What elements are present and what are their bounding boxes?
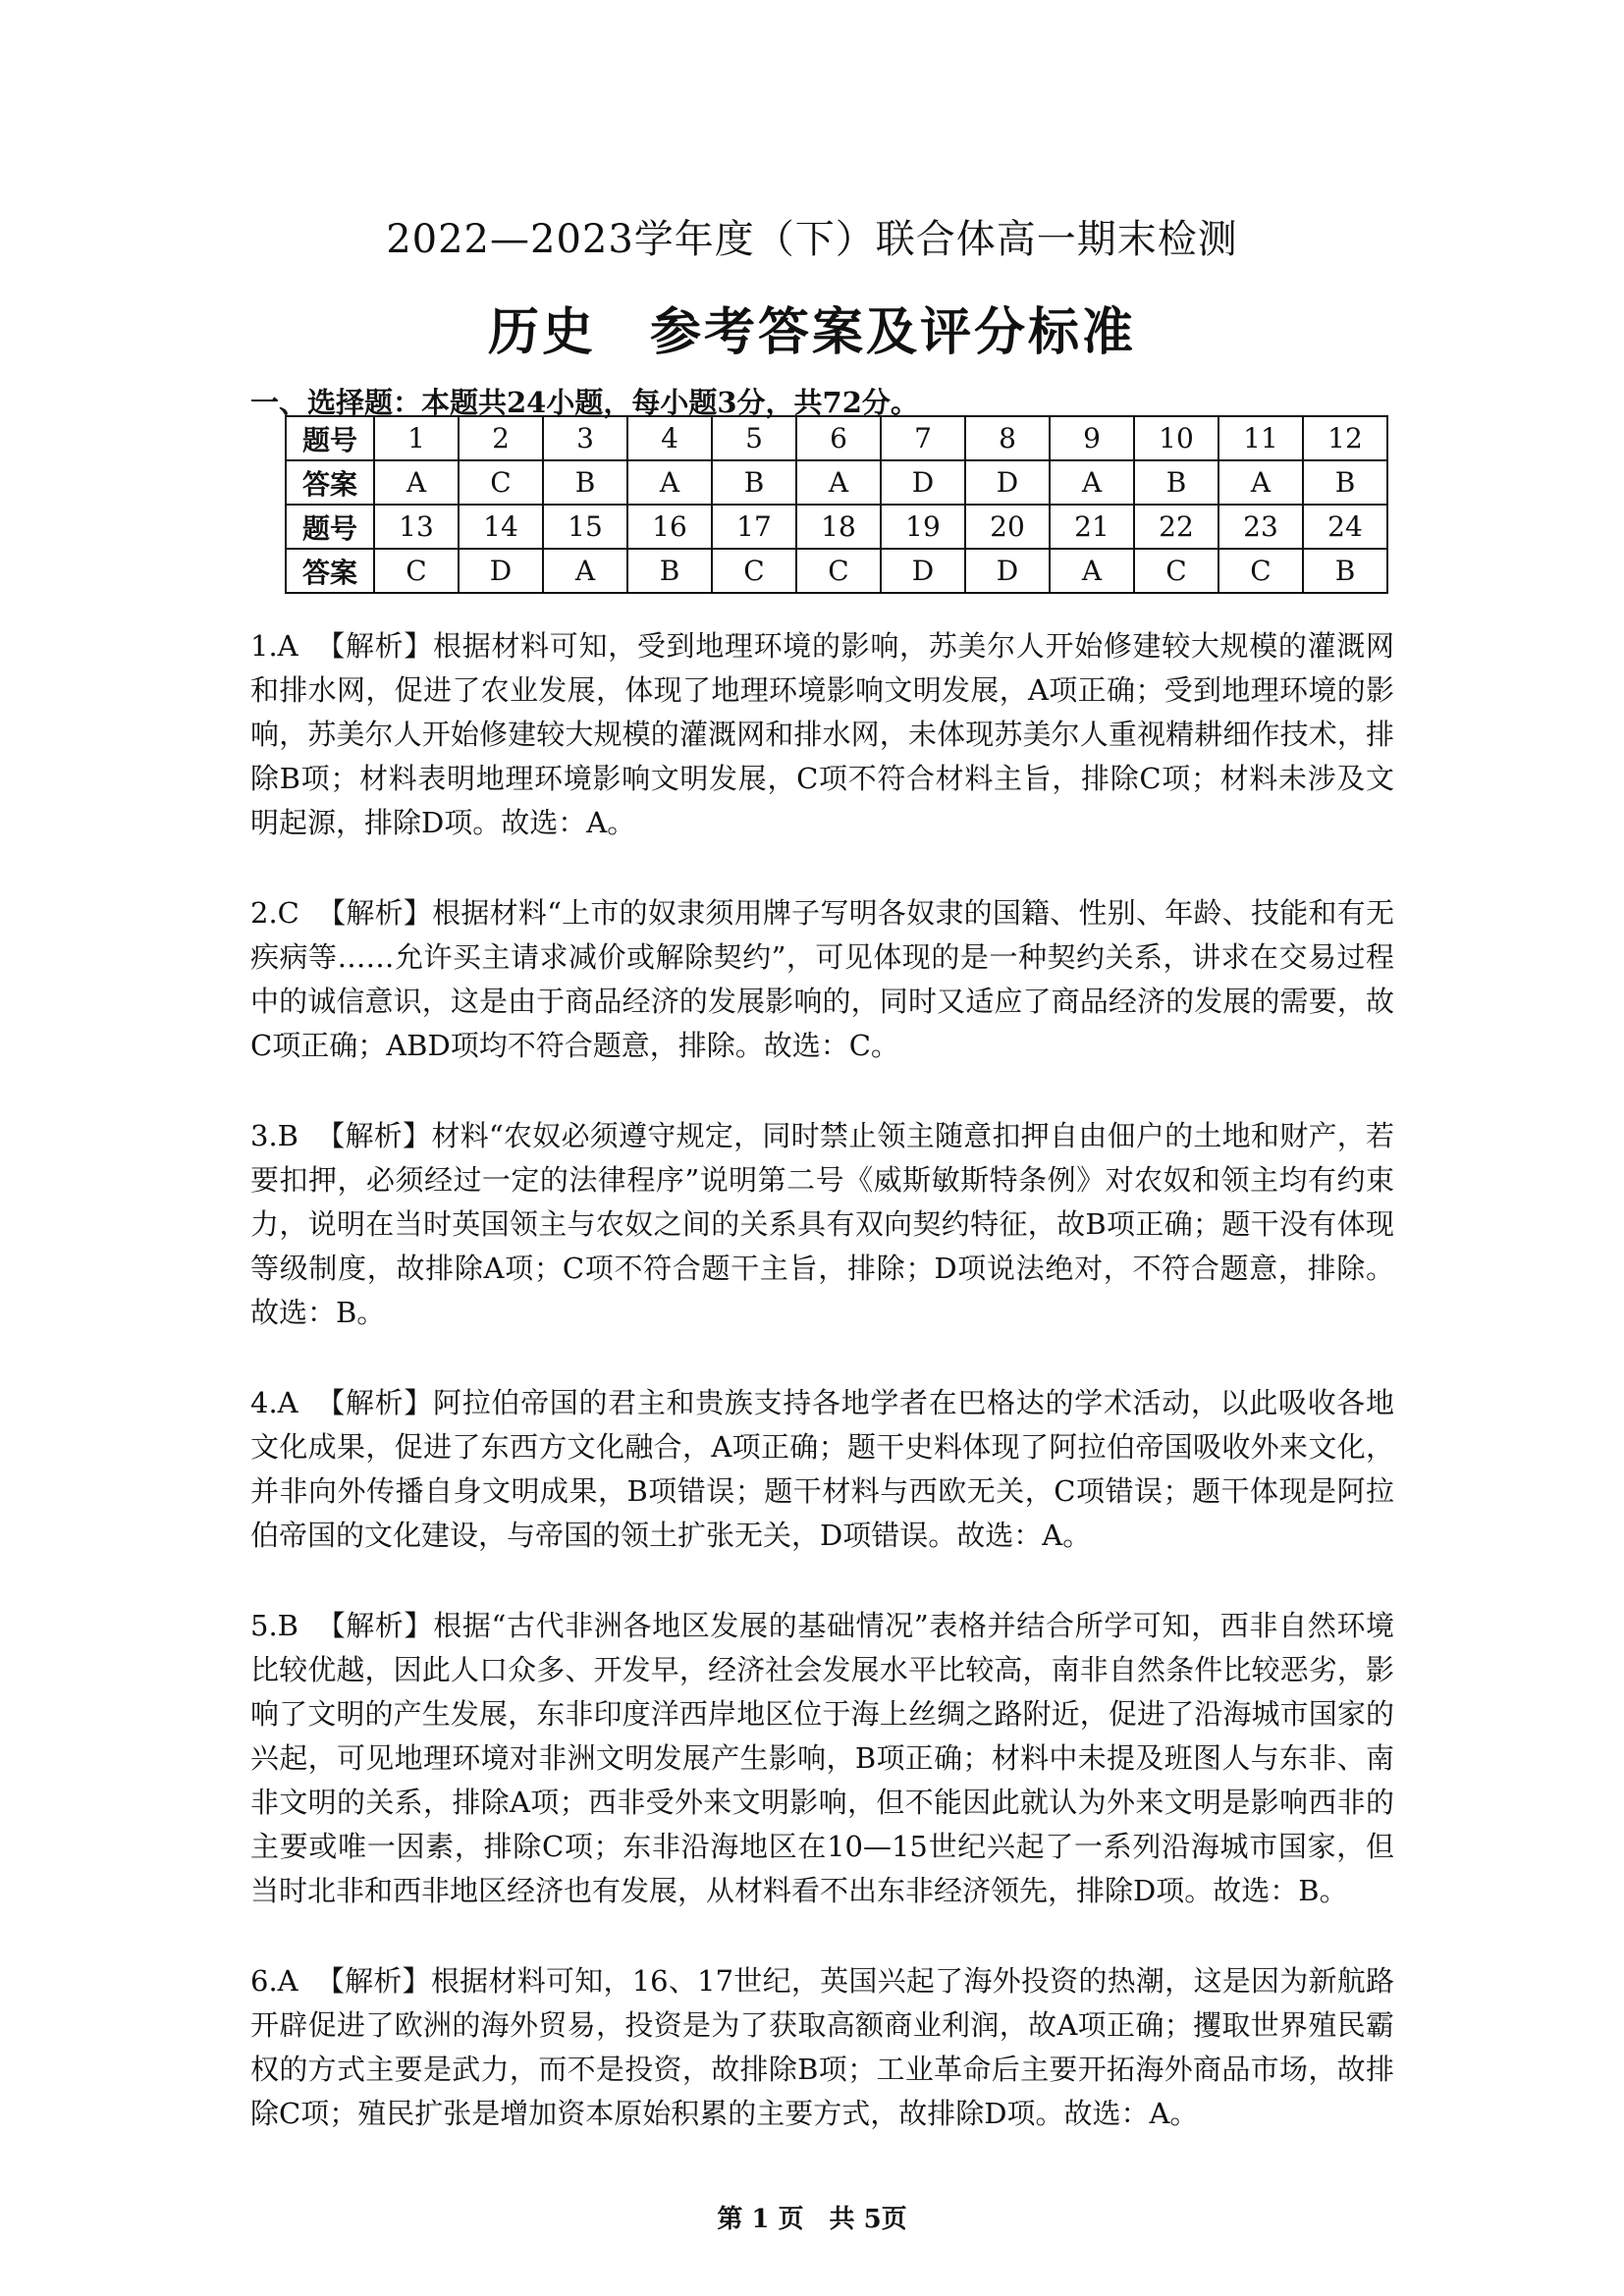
table-cell: 7 (881, 416, 965, 460)
table-cell: C (1218, 549, 1303, 593)
table-cell: 11 (1218, 416, 1303, 460)
question-number-row (286, 505, 1387, 549)
table-cell: B (1303, 460, 1387, 505)
explanation-number: 6.A (250, 1964, 298, 1998)
table-cell: B (543, 460, 627, 505)
table-cell: 8 (965, 416, 1050, 460)
explanation-text: 【解析】根据材料可知，受到地理环境的影响，苏美尔人开始修建较大规模的灌溉网和排水网，促进了农业发展，体现了地理环境影响文明发展，A项正确；受到地理环境的影响，苏美尔人开始修建较大规模的灌溉网和排水网，未体现苏美尔人重视精耕细作技术，排除B项；材料表明地理环境影响文明发展，C项不符合材料主旨，排除C项；材料未涉及文明起源，排除D项。故选：A。 (250, 629, 1394, 839)
explanation-item (250, 1604, 1394, 1913)
explanation-text: 【解析】阿拉伯帝国的君主和贵族支持各地学者在巴格达的学术活动，以此吸收各地文化成果，促进了东西方文化融合，A项正确；题干史料体现了阿拉伯帝国吸收外来文化，并非向外传播自身文明成果，B项错误；题干材料与西欧无关，C项错误；题干体现是阿拉伯帝国的文化建设，与帝国的领土扩张无关，D项错误。故选：A。 (250, 1386, 1394, 1552)
table-cell: 23 (1218, 505, 1303, 549)
answer-row (286, 549, 1387, 593)
row-label: 题号 (286, 505, 374, 549)
table-cell: A (1050, 460, 1134, 505)
table-cell: 21 (1050, 505, 1134, 549)
table-cell: C (374, 549, 459, 593)
table-cell: A (1218, 460, 1303, 505)
explanation-text: 【解析】根据“古代非洲各地区发展的基础情况”表格并结合所学可知，西非自然环境比较优越，因此人口众多、开发早，经济社会发展水平比较高，南非自然条件比较恶劣，影响了文明的产生发展，东非印度洋西岸地区位于海上丝绸之路附近，促进了沿海城市国家的兴起，可见地理环境对非洲文明发展产生影响，B项正确；材料中未提及班图人与东非、南非文明的关系，排除A项；西非受外来文明影响，但不能因此就认为外来文明是影响西非的主要或唯一因素，排除C项；东非沿海地区在10—15世纪兴起了一系列沿海城市国家，但当时北非和西非地区经济也有发展，从材料看不出东非经济领先，排除D项。故选：B。 (250, 1609, 1394, 1907)
explanation-item (250, 891, 1394, 1068)
explanation-number: 2.C (250, 896, 299, 930)
explanation-item (250, 624, 1394, 845)
explanation-number: 4.A (250, 1386, 298, 1419)
table-cell: 4 (627, 416, 712, 460)
table-cell: B (1134, 460, 1218, 505)
explanation-item (250, 1381, 1394, 1558)
explanations-list (250, 624, 1394, 2182)
table-cell: A (1050, 549, 1134, 593)
document-title: 2022—2023学年度（下）联合体高一期末检测 (386, 217, 1238, 262)
table-cell: 12 (1303, 416, 1387, 460)
table-cell: D (459, 549, 543, 593)
table-cell: A (796, 460, 881, 505)
table-cell: C (459, 460, 543, 505)
answer-table (285, 415, 1388, 594)
table-cell: B (712, 460, 796, 505)
table-cell: D (881, 460, 965, 505)
document-subtitle: 历史 参考答案及评分标准 (487, 302, 1136, 362)
section-heading: 一、选择题：本题共24小题，每小题3分，共72分。 (250, 386, 919, 419)
question-number-row (286, 416, 1387, 460)
table-cell: B (1303, 549, 1387, 593)
explanation-item (250, 1114, 1394, 1335)
table-cell: B (627, 549, 712, 593)
table-cell: 20 (965, 505, 1050, 549)
table-cell: 24 (1303, 505, 1387, 549)
row-label: 答案 (286, 549, 374, 593)
explanation-number: 5.B (250, 1609, 298, 1642)
table-cell: A (374, 460, 459, 505)
page-number: 第 1 页 共 5页 (717, 2205, 907, 2234)
table-cell: 22 (1134, 505, 1218, 549)
table-cell: 13 (374, 505, 459, 549)
table-cell: D (965, 460, 1050, 505)
explanation-text: 【解析】材料“农奴必须遵守规定，同时禁止领主随意扣押自由佃户的土地和财产，若要扣押，必须经过一定的法律程序”说明第二号《威斯敏斯特条例》对农奴和领主均有约束力，说明在当时英国领主与农奴之间的关系具有双向契约特征，故B项正确；题干没有体现等级制度，故排除A项；C项不符合题干主旨，排除；D项说法绝对，不符合题意，排除。故选：B。 (250, 1119, 1394, 1329)
explanation-number: 1.A (250, 629, 298, 663)
table-cell: 15 (543, 505, 627, 549)
answer-row (286, 460, 1387, 505)
table-cell: D (965, 549, 1050, 593)
table-cell: A (543, 549, 627, 593)
row-label: 题号 (286, 416, 374, 460)
table-cell: 5 (712, 416, 796, 460)
table-cell: 10 (1134, 416, 1218, 460)
table-cell: 3 (543, 416, 627, 460)
table-cell: A (627, 460, 712, 505)
table-cell: C (712, 549, 796, 593)
table-cell: C (1134, 549, 1218, 593)
table-cell: 19 (881, 505, 965, 549)
explanation-text: 【解析】根据材料可知，16、17世纪，英国兴起了海外投资的热潮，这是因为新航路开辟促进了欧洲的海外贸易，投资是为了获取高额商业利润，故A项正确；攫取世界殖民霸权的方式主要是武力，而不是投资，故排除B项；工业革命后主要开拓海外商品市场，故排除C项；殖民扩张是增加资本原始积累的主要方式，故排除D项。故选：A。 (250, 1964, 1394, 2130)
table-cell: 17 (712, 505, 796, 549)
table-cell: 1 (374, 416, 459, 460)
explanation-number: 3.B (250, 1119, 298, 1152)
explanation-text: 【解析】根据材料“上市的奴隶须用牌子写明各奴隶的国籍、性别、年龄、技能和有无疾病等……允许买主请求减价或解除契约”，可见体现的是一种契约关系，讲求在交易过程中的诚信意识，这是由于商品经济的发展影响的，同时又适应了商品经济的发展的需要，故C项正确；ABD项均不符合题意，排除。故选：C。 (250, 896, 1394, 1062)
explanation-item (250, 1959, 1394, 2136)
table-cell: 2 (459, 416, 543, 460)
table-cell: C (796, 549, 881, 593)
table-cell: 6 (796, 416, 881, 460)
table-cell: 9 (1050, 416, 1134, 460)
table-cell: D (881, 549, 965, 593)
table-cell: 14 (459, 505, 543, 549)
table-cell: 16 (627, 505, 712, 549)
row-label: 答案 (286, 460, 374, 505)
table-cell: 18 (796, 505, 881, 549)
